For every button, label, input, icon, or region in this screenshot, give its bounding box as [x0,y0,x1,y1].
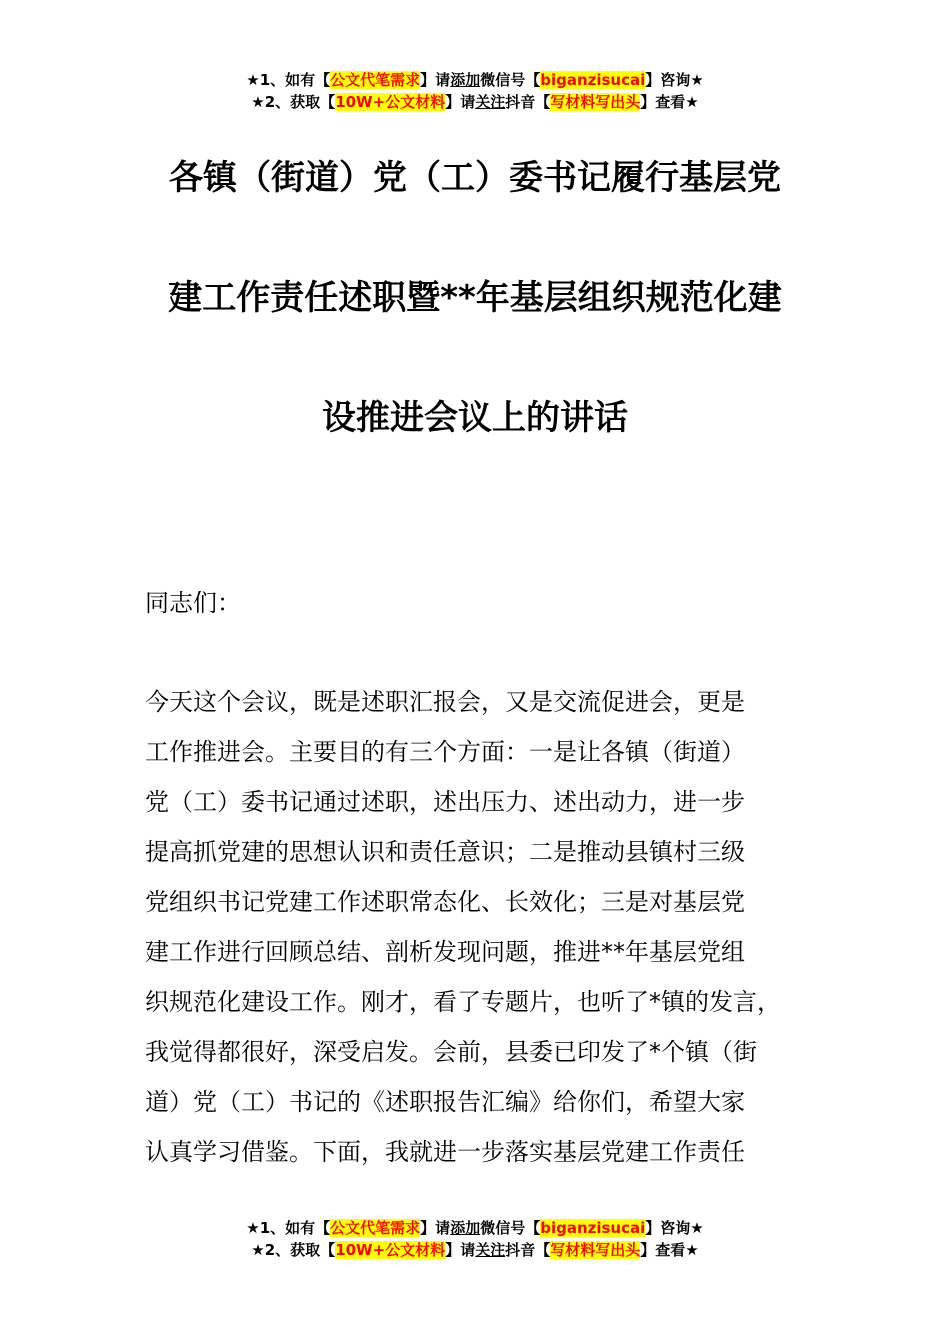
document-title-line-1: 各镇（街道）党（工）委书记履行基层党 [169,158,781,198]
body-line: 我觉得都很好，深受启发。会前，县委已印发了*个镇（街 [145,1038,757,1066]
banner-highlight: 10W+公文材料 [335,1241,446,1259]
banner-text: 抖音【 [505,1241,551,1259]
body-line: 党（工）委书记通过述职，述出压力、述出动力，进一步 [145,788,745,816]
body-paragraph [145,684,845,1184]
banner-highlight: biganzisucai [540,1219,646,1237]
banner-text: 】查看★ [640,1241,699,1259]
banner-highlight: biganzisucai [540,71,646,89]
body-line: 认真学习借鉴。下面，我就进一步落实基层党建工作责任 [145,1138,745,1166]
document-title-line-3: 设推进会议上的讲话 [322,398,628,438]
banner-line-2 [0,1239,950,1261]
banner-underline: 关注 [475,1241,506,1259]
banner-text: 】请 [420,1219,451,1237]
banner-text: 微信号【 [480,1219,541,1237]
banner-text: ★2、获取【 [251,93,336,111]
banner-text: 】请 [420,71,451,89]
salutation: 同志们： [145,589,241,617]
banner-text: 】请 [445,93,476,111]
banner-text: 抖音【 [505,93,551,111]
banner-text: 】咨询★ [645,71,704,89]
banner-highlight: 10W+公文材料 [335,93,446,111]
banner-line-2 [0,91,950,113]
banner-text: 】咨询★ [645,1219,704,1237]
banner-underline: 添加 [450,71,481,89]
banner-text: 】查看★ [640,93,699,111]
header-banner [0,69,950,113]
banner-text: ★2、获取【 [251,1241,336,1259]
banner-text: ★1、如有【 [246,1219,331,1237]
banner-highlight: 公文代笔需求 [330,71,421,89]
body-line: 提高抓党建的思想认识和责任意识；二是推动县镇村三级 [145,838,745,866]
body-line: 工作推进会。主要目的有三个方面：一是让各镇（街道） [145,738,745,766]
banner-highlight: 写材料写出头 [550,1241,641,1259]
body-line: 织规范化建设工作。刚才，看了专题片，也听了*镇的发言， [145,988,781,1016]
footer-banner [0,1217,950,1261]
body-line: 道）党（工）书记的《述职报告汇编》给你们，希望大家 [145,1088,745,1116]
body-line: 党组织书记党建工作述职常态化、长效化；三是对基层党 [145,888,745,916]
banner-text: ★1、如有【 [246,71,331,89]
banner-text: 】请 [445,1241,476,1259]
body-line: 今天这个会议，既是述职汇报会，又是交流促进会，更是 [145,688,745,716]
banner-highlight: 写材料写出头 [550,93,641,111]
body-line: 建工作进行回顾总结、剖析发现问题，推进**年基层党组 [145,938,745,966]
banner-highlight: 公文代笔需求 [330,1219,421,1237]
banner-underline: 添加 [450,1219,481,1237]
banner-line-1 [0,1217,950,1239]
document-title-line-2: 建工作责任述职暨**年基层组织规范化建 [168,278,782,318]
banner-underline: 关注 [475,93,506,111]
banner-line-1 [0,69,950,91]
banner-text: 微信号【 [480,71,541,89]
